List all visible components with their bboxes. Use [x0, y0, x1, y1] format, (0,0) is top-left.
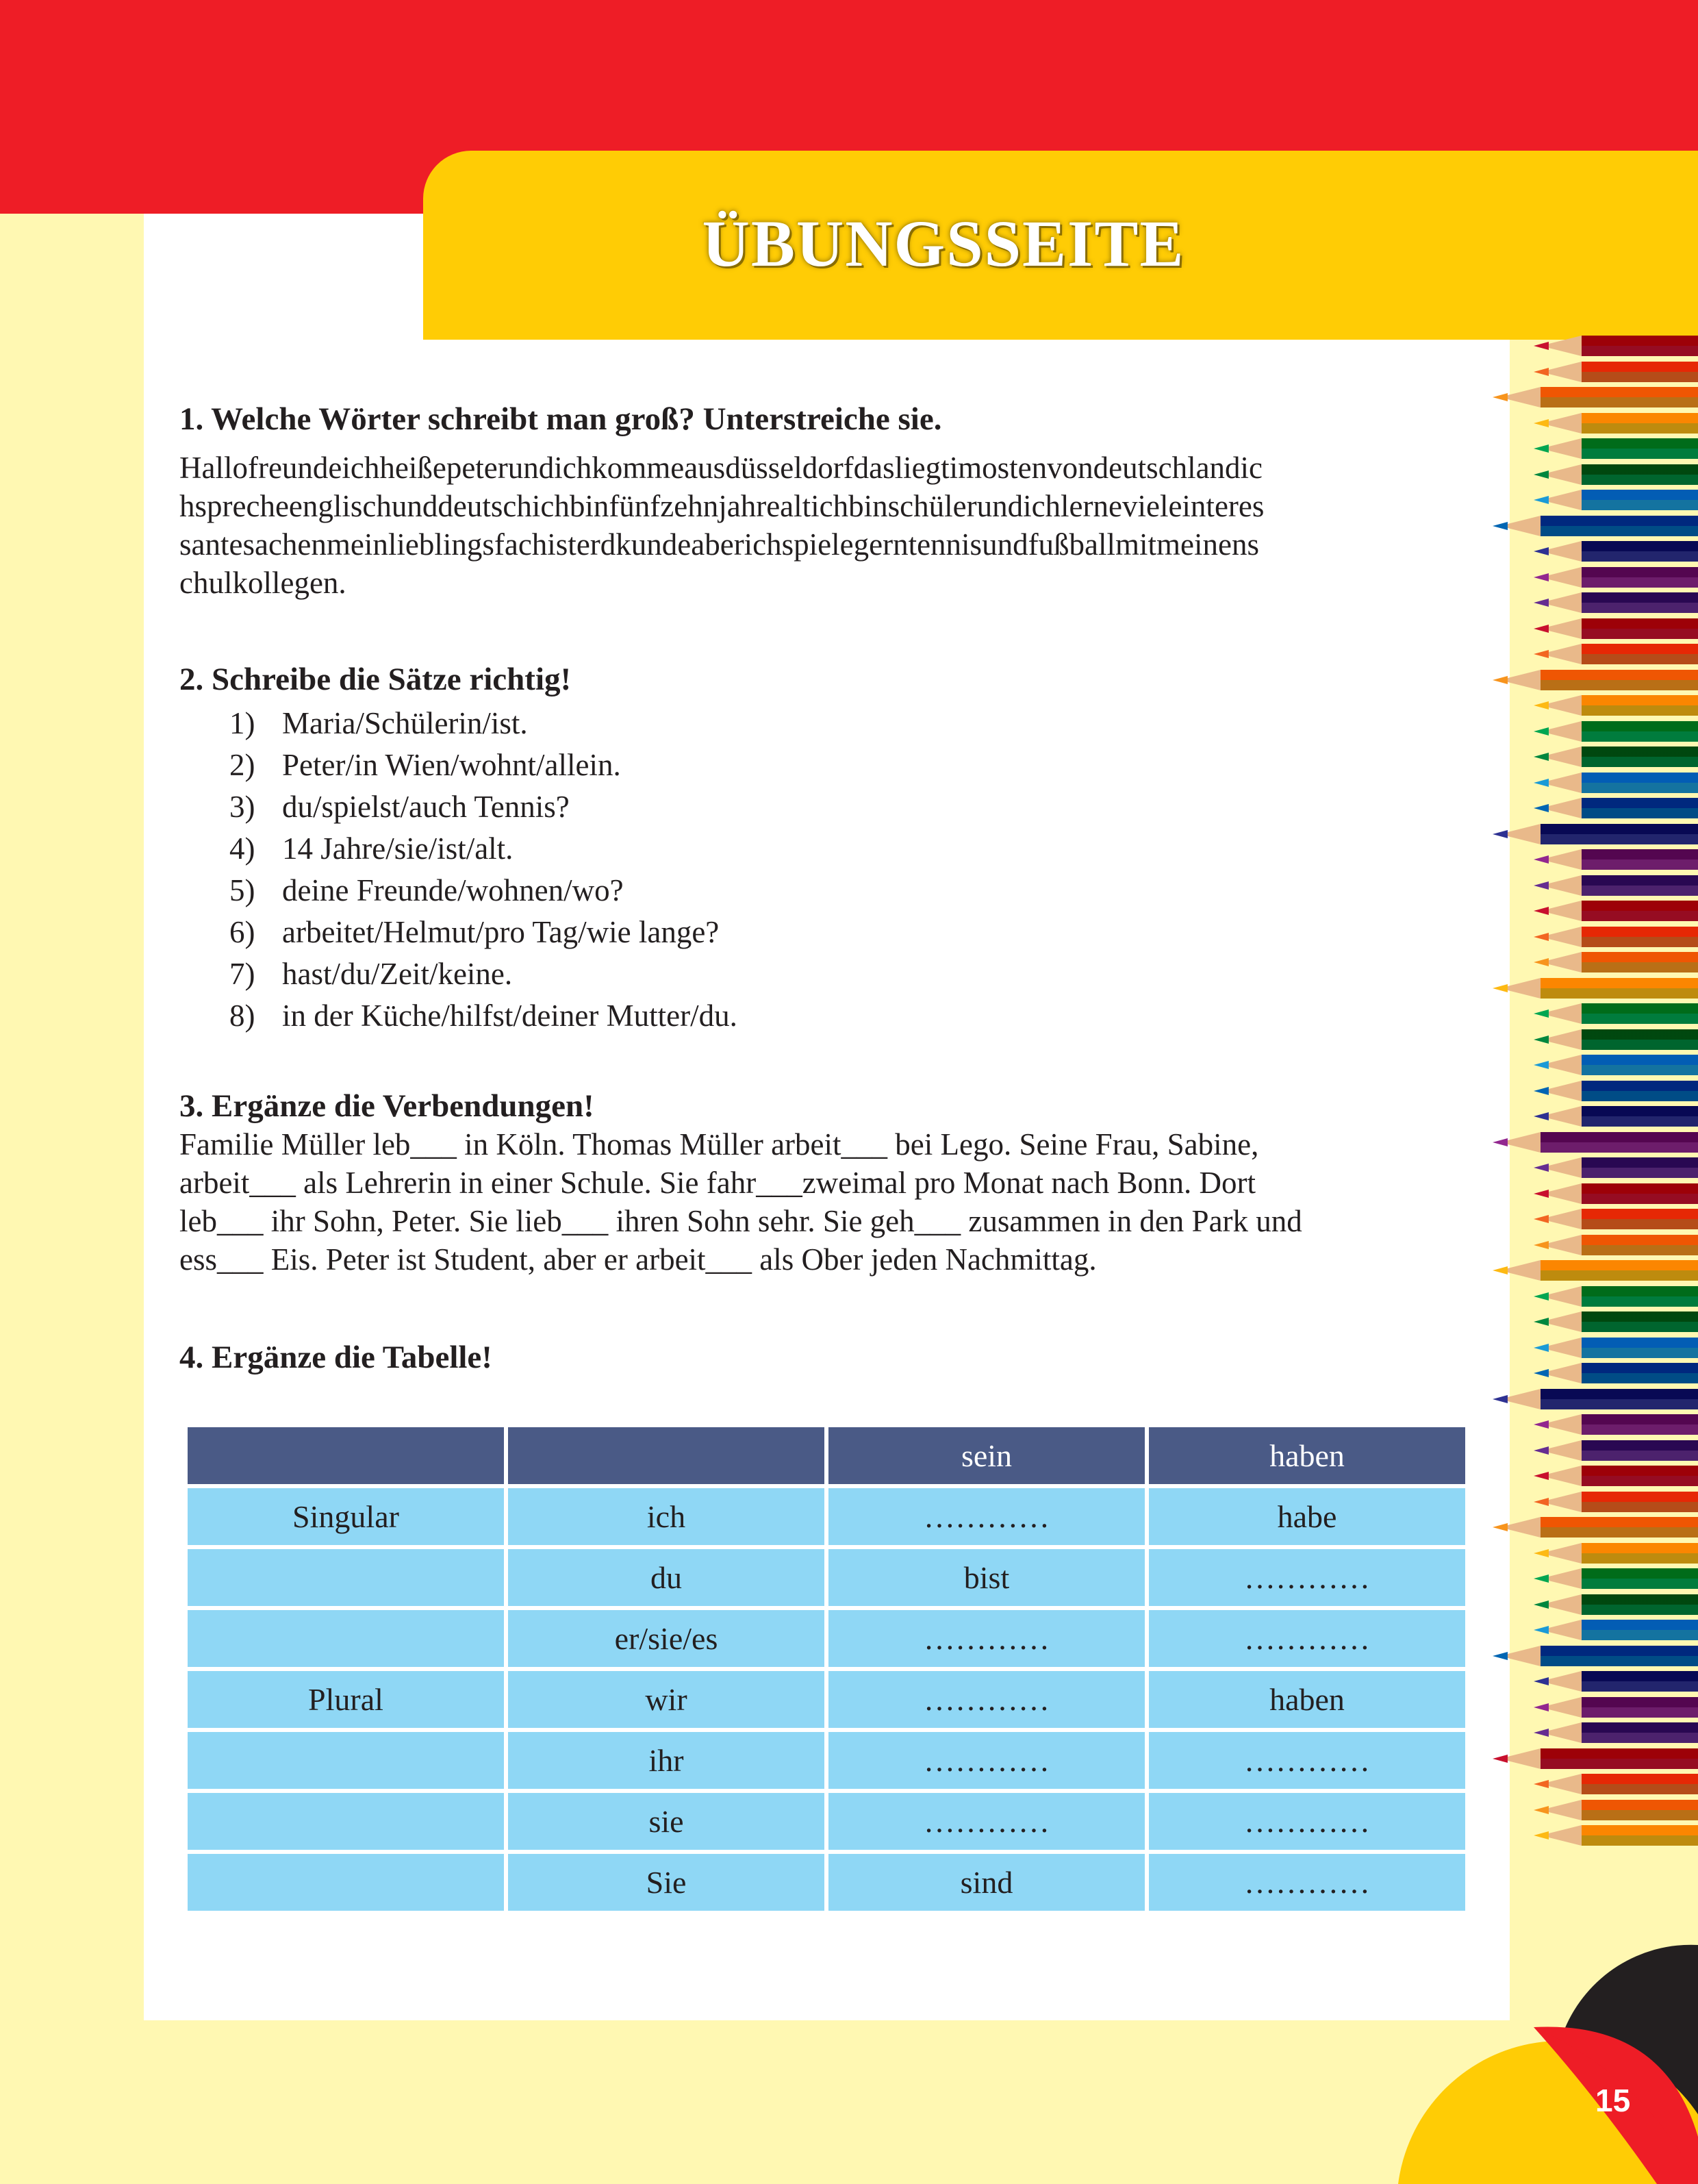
pencil-body: [1582, 567, 1698, 588]
pencil-lead: [1534, 881, 1549, 890]
sentence-text: deine Freunde/wohnen/wo?: [282, 873, 624, 907]
sentence-text: 14 Jahre/sie/ist/alt.: [282, 831, 514, 866]
table-cell: haben: [1147, 1669, 1467, 1730]
sentence-number: 4): [229, 831, 255, 866]
pencil-icon: [1534, 875, 1698, 896]
pencil-icon: [1534, 1440, 1698, 1461]
table-cell: du: [506, 1547, 826, 1608]
table-cell: habe: [1147, 1486, 1467, 1547]
pencil-body: [1582, 849, 1698, 870]
page-title: ÜBUNGSSEITE: [702, 207, 1185, 280]
pencil-lead: [1534, 1831, 1549, 1840]
pencil-lead: [1534, 1420, 1549, 1429]
pencil-icon: [1534, 1594, 1698, 1615]
pencil-lead: [1493, 1523, 1508, 1531]
pencil-icon: [1534, 1620, 1698, 1640]
pencil-body: [1582, 798, 1698, 818]
pencil-body: [1582, 1594, 1698, 1615]
pencil-body: [1582, 1543, 1698, 1564]
table-cell: ihr: [506, 1730, 826, 1791]
pencil-body: [1541, 387, 1698, 407]
table-row: [186, 1486, 1467, 1547]
pencil-icon: [1534, 1338, 1698, 1358]
pencil-icon: [1534, 1286, 1698, 1307]
pencil-icon: [1534, 1466, 1698, 1486]
table-row: [186, 1669, 1467, 1730]
pencil-lead: [1534, 727, 1549, 736]
pencil-icon: [1534, 1235, 1698, 1255]
colored-pencils-decoration: [1445, 336, 1698, 1870]
table-cell[interactable]: …………: [826, 1669, 1147, 1730]
corner-decoration: [1369, 1849, 1698, 2184]
pencil-icon: [1493, 978, 1698, 999]
table-header-cell: haben: [1147, 1425, 1467, 1486]
sentence-text: hast/du/Zeit/keine.: [282, 957, 513, 991]
pencil-icon: [1534, 952, 1698, 972]
pencil-lead: [1534, 470, 1549, 479]
pencil-body: [1541, 1646, 1698, 1666]
pencil-icon: [1534, 849, 1698, 870]
pencil-lead: [1534, 1780, 1549, 1788]
pencil-icon: [1534, 1055, 1698, 1075]
pencil-lead: [1534, 625, 1549, 633]
pencil-icon: [1534, 746, 1698, 767]
pencil-body: [1582, 1029, 1698, 1050]
pencil-lead: [1534, 368, 1549, 376]
pencil-icon: [1493, 1517, 1698, 1537]
pencil-lead: [1534, 701, 1549, 710]
pencil-lead: [1534, 1292, 1549, 1301]
pencil-icon: [1534, 362, 1698, 382]
pencil-body: [1582, 901, 1698, 921]
pencil-body: [1582, 1055, 1698, 1075]
pencil-lead: [1493, 393, 1508, 401]
pencil-body: [1582, 1338, 1698, 1358]
pencil-lead: [1534, 1318, 1549, 1326]
exercise2-heading: 2. Schreibe die Sätze richtig!: [179, 662, 572, 697]
pencil-icon: [1534, 721, 1698, 742]
pencil-lead: [1493, 1652, 1508, 1660]
pencil-icon: [1493, 1646, 1698, 1666]
pencil-body: [1582, 438, 1698, 459]
pencil-body: [1541, 824, 1698, 844]
pencil-icon: [1534, 695, 1698, 716]
pencil-lead: [1534, 1190, 1549, 1198]
sentence-text: Peter/in Wien/wohnt/allein.: [282, 748, 621, 782]
pencil-body: [1582, 1003, 1698, 1024]
pencil-lead: [1534, 650, 1549, 658]
pencil-lead: [1534, 444, 1549, 453]
pencil-body: [1582, 746, 1698, 767]
pencil-lead: [1534, 1498, 1549, 1506]
pencil-lead: [1534, 1369, 1549, 1377]
pencil-icon: [1534, 541, 1698, 562]
pencil-icon: [1534, 1081, 1698, 1101]
table-cell[interactable]: …………: [826, 1486, 1147, 1547]
pencil-icon: [1534, 1106, 1698, 1127]
pencil-body: [1582, 952, 1698, 972]
exercise1-line: chulkollegen.: [179, 566, 346, 600]
pencil-icon: [1534, 1543, 1698, 1564]
pencil-body: [1582, 1106, 1698, 1127]
pencil-body: [1541, 978, 1698, 999]
pencil-lead: [1534, 1472, 1549, 1480]
pencil-icon: [1534, 1311, 1698, 1332]
table-cell[interactable]: …………: [1147, 1608, 1467, 1669]
pencil-body: [1541, 1260, 1698, 1281]
pencil-icon: [1534, 1157, 1698, 1178]
table-cell: wir: [506, 1669, 826, 1730]
table-cell[interactable]: …………: [1147, 1852, 1467, 1913]
pencil-body: [1582, 1440, 1698, 1461]
exercise3-line: ess___ Eis. Peter ist Student, aber er arbeit___ als Ober jeden Nachmittag.: [179, 1242, 1097, 1277]
pencil-icon: [1493, 1260, 1698, 1281]
pencil-body: [1582, 1466, 1698, 1486]
pencil-lead: [1493, 1138, 1508, 1146]
table-cell: [186, 1547, 506, 1608]
pencil-body: [1582, 592, 1698, 613]
pencil-lead: [1534, 547, 1549, 555]
pencil-lead: [1534, 599, 1549, 607]
pencil-icon: [1493, 670, 1698, 690]
pencil-icon: [1493, 516, 1698, 536]
pencil-body: [1582, 1209, 1698, 1229]
exercise3-line: Familie Müller leb___ in Köln. Thomas Müller arbeit___ bei Lego. Seine Frau, Sabine,: [179, 1127, 1259, 1162]
pencil-lead: [1493, 1266, 1508, 1275]
pencil-icon: [1534, 1183, 1698, 1204]
pencil-body: [1541, 1748, 1698, 1769]
pencil-body: [1582, 336, 1698, 356]
table-cell: Plural: [186, 1669, 506, 1730]
pencil-icon: [1493, 1132, 1698, 1153]
sentence-text: arbeitet/Helmut/pro Tag/wie lange?: [282, 915, 720, 949]
table-header-cell: [186, 1425, 506, 1486]
pencil-icon: [1534, 1363, 1698, 1383]
pencil-lead: [1534, 1677, 1549, 1685]
pencil-icon: [1534, 1568, 1698, 1589]
pencil-body: [1582, 1414, 1698, 1435]
pencil-lead: [1534, 855, 1549, 864]
pencil-icon: [1534, 1774, 1698, 1794]
pencil-body: [1582, 1157, 1698, 1178]
table-cell: sind: [826, 1852, 1147, 1913]
pencil-body: [1582, 644, 1698, 664]
pencil-body: [1582, 927, 1698, 947]
pencil-body: [1582, 773, 1698, 793]
pencil-lead: [1493, 676, 1508, 684]
pencil-icon: [1493, 1748, 1698, 1769]
pencil-lead: [1534, 933, 1549, 941]
table-cell: sie: [506, 1791, 826, 1852]
exercise3-line: arbeit___ als Lehrerin in einer Schule. Sie fahr___zweimal pro Monat nach Bonn. Dort: [179, 1166, 1256, 1200]
pencil-body: [1582, 1081, 1698, 1101]
pencil-icon: [1534, 1029, 1698, 1050]
exercise3-text: [179, 1125, 1480, 1279]
pencil-lead: [1493, 830, 1508, 838]
table-cell[interactable]: …………: [826, 1608, 1147, 1669]
pencil-body: [1582, 1286, 1698, 1307]
pencil-icon: [1534, 1003, 1698, 1024]
pencil-body: [1541, 1132, 1698, 1153]
pencil-body: [1582, 1311, 1698, 1332]
pencil-icon: [1534, 1492, 1698, 1512]
pencil-icon: [1534, 1209, 1698, 1229]
pencil-lead: [1534, 1035, 1549, 1044]
pencil-body: [1582, 875, 1698, 896]
pencil-lead: [1534, 419, 1549, 427]
pencil-body: [1582, 1671, 1698, 1692]
pencil-body: [1582, 1183, 1698, 1204]
pencil-lead: [1534, 1009, 1549, 1018]
pencil-lead: [1534, 1087, 1549, 1095]
pencil-lead: [1493, 984, 1508, 992]
pencil-body: [1582, 1697, 1698, 1718]
table-cell: er/sie/es: [506, 1608, 826, 1669]
pencil-icon: [1534, 1697, 1698, 1718]
conjugation-table: [183, 1423, 1469, 1915]
pencil-body: [1582, 618, 1698, 639]
pencil-lead: [1534, 907, 1549, 915]
pencil-lead: [1534, 1549, 1549, 1557]
pencil-body: [1582, 413, 1698, 434]
sentence-number: 2): [229, 748, 255, 782]
pencil-lead: [1534, 1601, 1549, 1609]
table-cell: [186, 1791, 506, 1852]
pencil-lead: [1534, 958, 1549, 966]
sentence-number: 7): [229, 957, 255, 991]
pencil-lead: [1534, 342, 1549, 350]
pencil-lead: [1493, 1755, 1508, 1763]
pencil-body: [1582, 1492, 1698, 1512]
page-number: 15: [1595, 2083, 1631, 2118]
exercise1-heading: 1. Welche Wörter schreibt man groß? Unterstreiche sie.: [179, 401, 942, 437]
sentence-text: Maria/Schülerin/ist.: [282, 706, 528, 740]
pencil-body: [1582, 1568, 1698, 1589]
table-cell[interactable]: …………: [1147, 1730, 1467, 1791]
table-cell[interactable]: …………: [1147, 1547, 1467, 1608]
pencil-body: [1582, 1363, 1698, 1383]
pencil-lead: [1493, 522, 1508, 530]
pencil-lead: [1534, 753, 1549, 761]
table-row: [186, 1791, 1467, 1852]
table-cell: [186, 1730, 506, 1791]
pencil-lead: [1534, 779, 1549, 787]
pencil-icon: [1534, 567, 1698, 588]
exercise1-line: hsprecheenglischunddeutschichbinfünfzehnjahrealtichbinschülerundichlernevieleinteres: [179, 489, 1265, 523]
pencil-lead: [1534, 1574, 1549, 1583]
sentence-number: 6): [229, 915, 255, 949]
pencil-icon: [1534, 592, 1698, 613]
pencil-body: [1541, 516, 1698, 536]
pencil-lead: [1534, 1703, 1549, 1711]
pencil-body: [1582, 1825, 1698, 1846]
exercise4-heading: 4. Ergänze die Tabelle!: [179, 1340, 492, 1375]
sentence-number: 5): [229, 873, 255, 907]
pencil-icon: [1493, 387, 1698, 407]
pencil-lead: [1493, 1395, 1508, 1403]
pencil-body: [1582, 1722, 1698, 1743]
pencil-lead: [1534, 1344, 1549, 1352]
table-row: [186, 1730, 1467, 1791]
pencil-icon: [1534, 773, 1698, 793]
pencil-lead: [1534, 1626, 1549, 1634]
pencil-lead: [1534, 1446, 1549, 1455]
pencil-lead: [1534, 1164, 1549, 1172]
pencil-icon: [1534, 1414, 1698, 1435]
table-cell: [186, 1852, 506, 1913]
table-header-cell: sein: [826, 1425, 1147, 1486]
pencil-body: [1582, 721, 1698, 742]
table-header-cell: [506, 1425, 826, 1486]
pencil-icon: [1534, 618, 1698, 639]
table-cell: [186, 1608, 506, 1669]
pencil-body: [1582, 1235, 1698, 1255]
pencil-lead: [1534, 804, 1549, 812]
pencil-lead: [1534, 573, 1549, 581]
pencil-body: [1541, 1517, 1698, 1537]
pencil-body: [1582, 490, 1698, 510]
pencil-icon: [1534, 1825, 1698, 1846]
pencil-icon: [1534, 1671, 1698, 1692]
sentence-number: 1): [229, 706, 255, 740]
table-cell: Sie: [506, 1852, 826, 1913]
table-row: [186, 1852, 1467, 1913]
table-cell: ich: [506, 1486, 826, 1547]
pencil-body: [1582, 1774, 1698, 1794]
pencil-icon: [1534, 336, 1698, 356]
pencil-icon: [1534, 413, 1698, 434]
pencil-body: [1541, 670, 1698, 690]
pencil-icon: [1534, 798, 1698, 818]
table-cell: bist: [826, 1547, 1147, 1608]
pencil-body: [1582, 362, 1698, 382]
pencil-body: [1582, 541, 1698, 562]
pencil-body: [1582, 464, 1698, 485]
pencil-lead: [1534, 1729, 1549, 1737]
table-row: [186, 1547, 1467, 1608]
pencil-icon: [1534, 490, 1698, 510]
pencil-icon: [1493, 824, 1698, 844]
sentence-text: in der Küche/hilfst/deiner Mutter/du.: [282, 999, 737, 1033]
pencil-icon: [1534, 438, 1698, 459]
sentence-number: 8): [229, 999, 255, 1033]
exercise3-line: leb___ ihr Sohn, Peter. Sie lieb___ ihren Sohn sehr. Sie geh___ zusammen in den Park und: [179, 1204, 1302, 1238]
table-row: [186, 1608, 1467, 1669]
pencil-icon: [1534, 464, 1698, 485]
table-cell[interactable]: …………: [826, 1791, 1147, 1852]
table-header-row: [186, 1425, 1467, 1486]
table-cell[interactable]: …………: [1147, 1791, 1467, 1852]
pencil-lead: [1534, 1241, 1549, 1249]
sentence-text: du/spielst/auch Tennis?: [282, 790, 570, 824]
pencil-icon: [1493, 1389, 1698, 1409]
pencil-lead: [1534, 1061, 1549, 1069]
pencil-icon: [1534, 1722, 1698, 1743]
exercise1-line: Hallofreundeichheißepeterundichkommeausdüsseldorfdasliegtimostenvondeutschlandic: [179, 451, 1263, 485]
pencil-body: [1541, 1389, 1698, 1409]
exercise1-line: santesachenmeinlieblingsfachisterdkundeaberichspielegerntennisundfußballmitmeinens: [179, 527, 1259, 562]
pencil-lead: [1534, 1112, 1549, 1120]
pencil-lead: [1534, 496, 1549, 504]
pencil-icon: [1534, 1800, 1698, 1820]
exercise3-heading: 3. Ergänze die Verbendungen!: [179, 1088, 594, 1124]
pencil-body: [1582, 1620, 1698, 1640]
pencil-icon: [1534, 644, 1698, 664]
exercise1-text: [179, 449, 1480, 602]
pencil-lead: [1534, 1215, 1549, 1223]
pencil-body: [1582, 695, 1698, 716]
pencil-lead: [1534, 1806, 1549, 1814]
sentence-number: 3): [229, 790, 255, 824]
table-cell[interactable]: …………: [826, 1730, 1147, 1791]
pencil-body: [1582, 1800, 1698, 1820]
pencil-icon: [1534, 901, 1698, 921]
pencil-icon: [1534, 927, 1698, 947]
table-cell: Singular: [186, 1486, 506, 1547]
